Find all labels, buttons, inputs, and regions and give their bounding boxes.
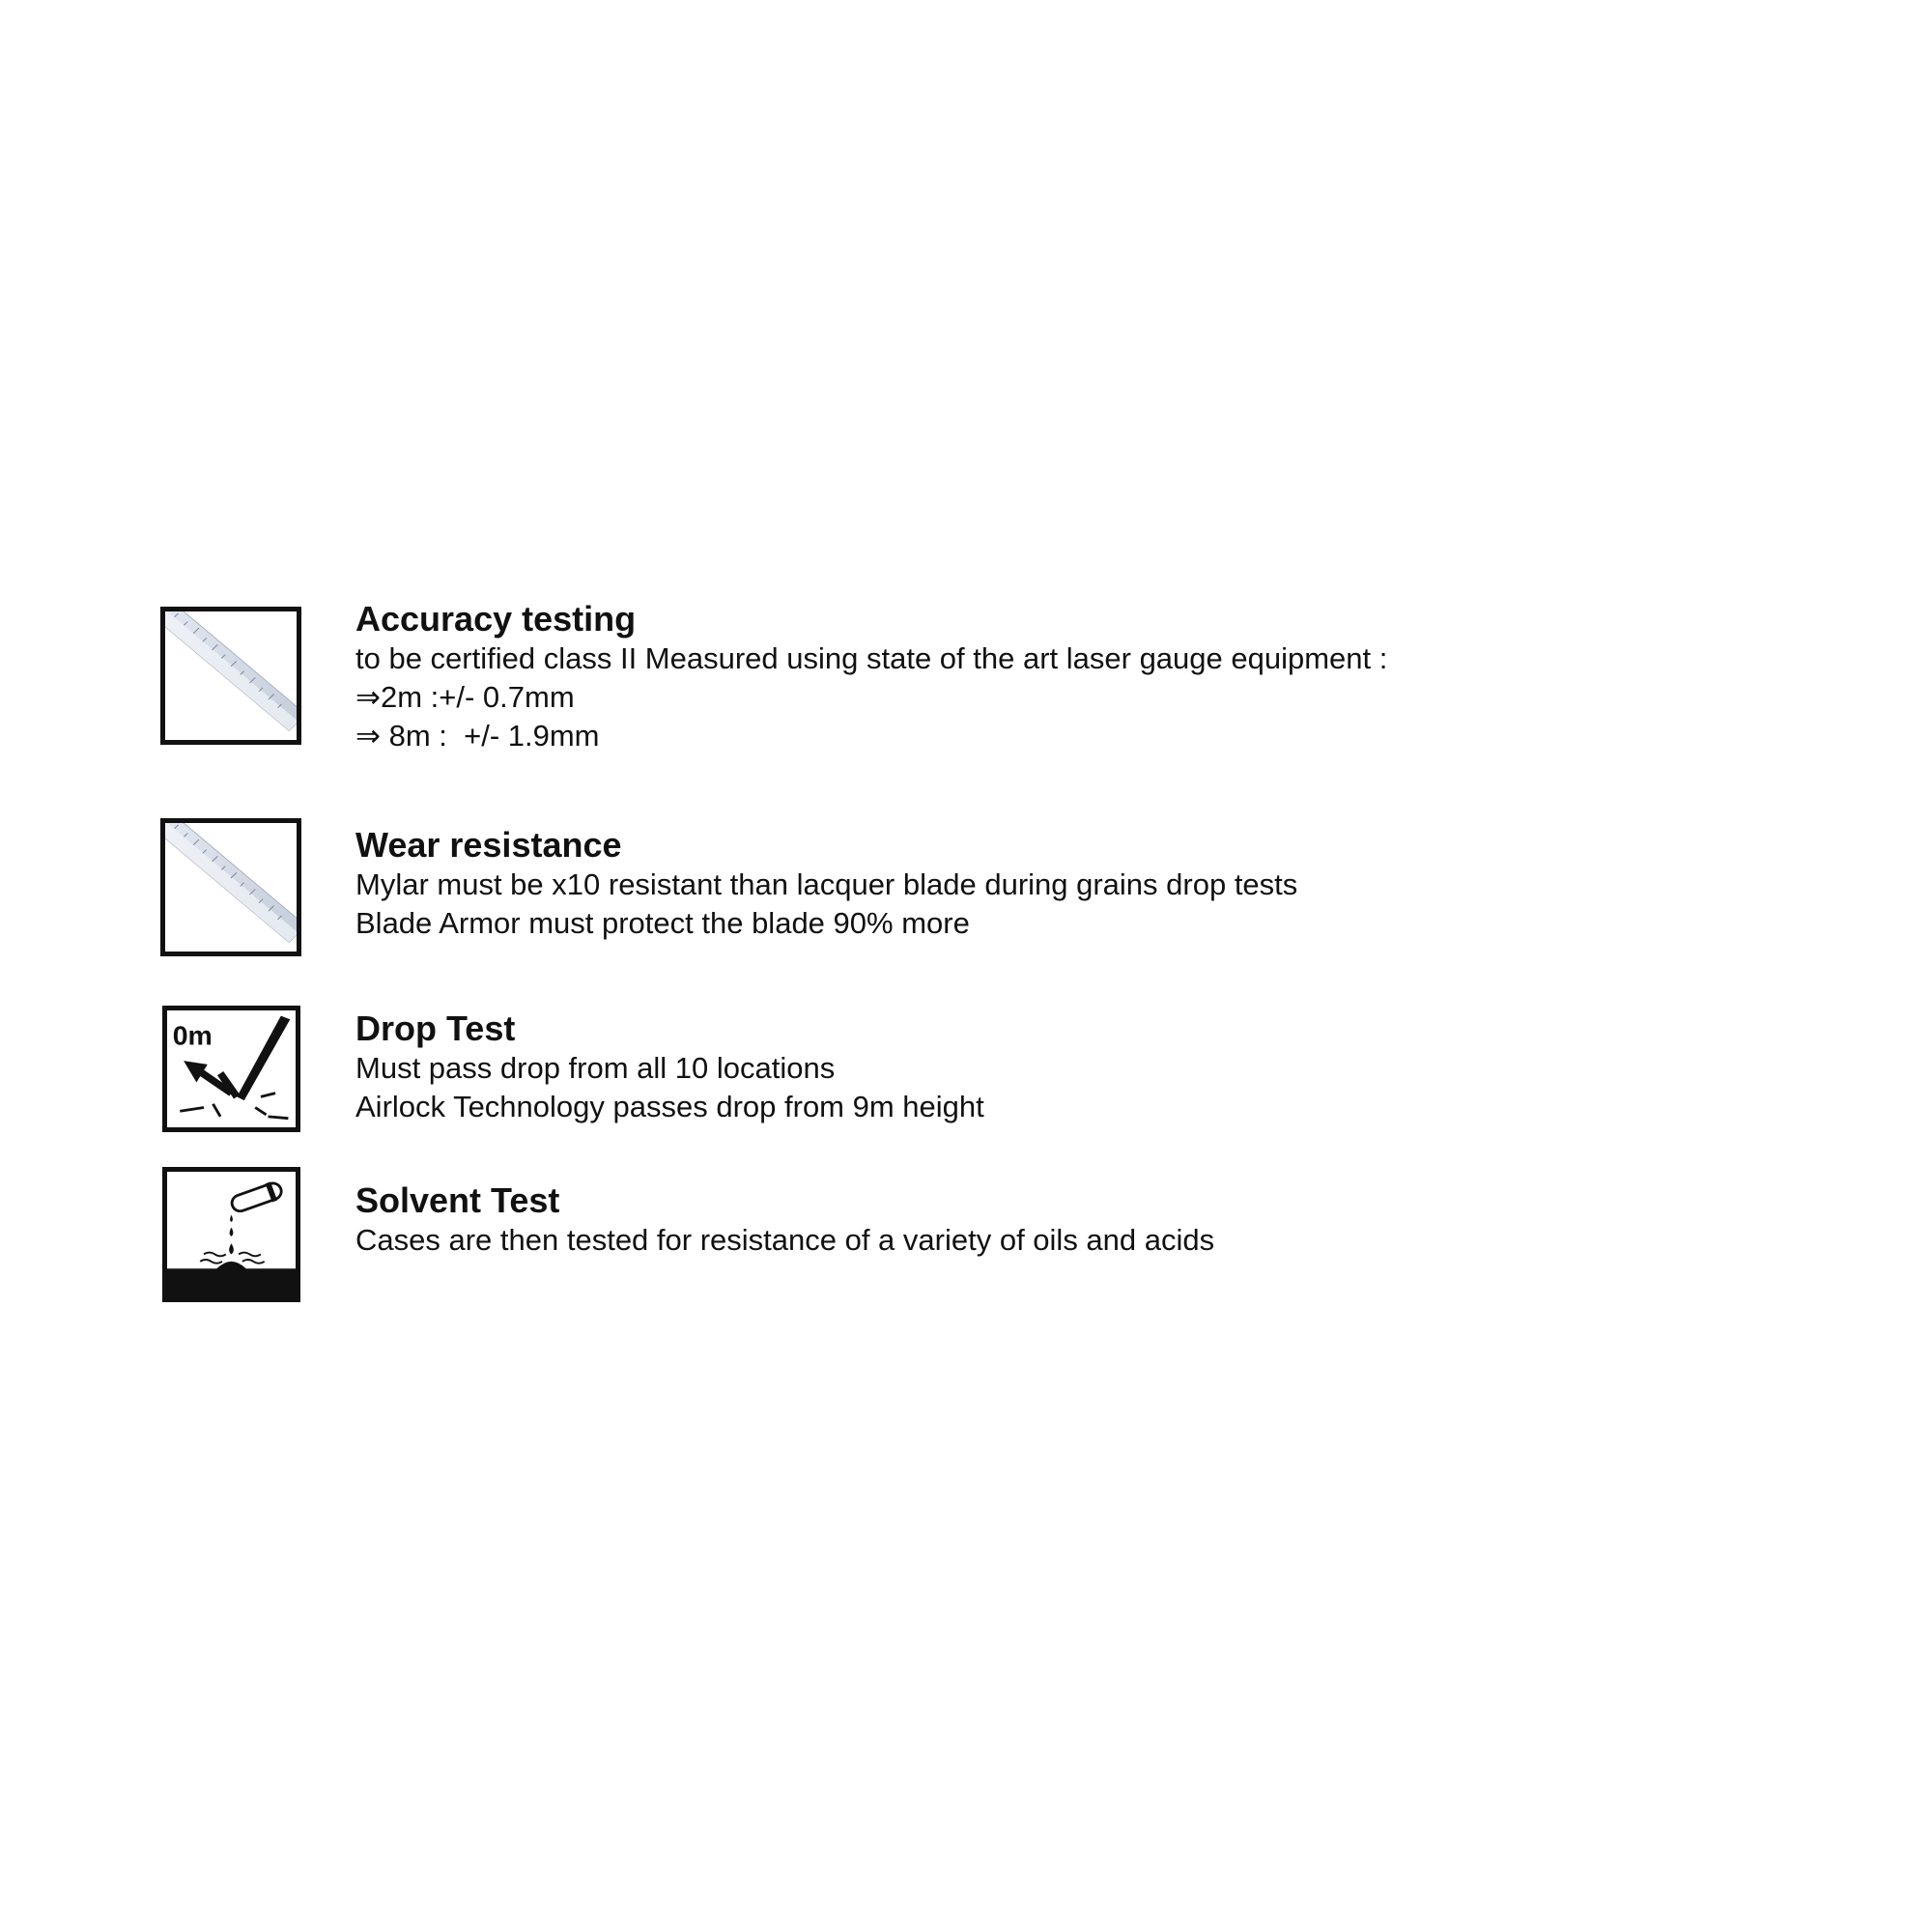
feature-text	[355, 599, 1862, 755]
feature-description: Blade Armor must protect the blade 90% more	[355, 906, 970, 940]
feature-description: to be certified class II Measured using state of the art laser gauge equipment :	[355, 641, 1388, 675]
feature-title: Solvent Test	[355, 1180, 560, 1220]
spec-line: ⇒ 8m : +/- 1.9mm	[355, 719, 600, 753]
feature-description: Mylar must be x10 resistant than lacquer blade during grains drop tests	[355, 867, 1298, 901]
feature-title: Drop Test	[355, 1009, 516, 1048]
feature-description: Cases are then tested for resistance of a variety of oils and acids	[355, 1223, 1215, 1257]
drop-test-icon	[162, 1006, 300, 1132]
ruler-icon	[160, 607, 301, 745]
spec-line: ⇒2m :+/- 0.7mm	[355, 680, 575, 714]
feature-text	[355, 825, 1862, 943]
feature-text	[355, 1009, 1862, 1126]
ruler-icon	[160, 818, 301, 956]
feature-title: Accuracy testing	[355, 599, 637, 639]
feature-description: Must pass drop from all 10 locations	[355, 1051, 836, 1085]
feature-text	[355, 1180, 1862, 1260]
solvent-test-icon	[162, 1167, 300, 1302]
feature-title: Wear resistance	[355, 825, 622, 865]
feature-description: Airlock Technology passes drop from 9m height	[355, 1090, 984, 1123]
drop-height-label: 0m	[172, 1019, 213, 1051]
